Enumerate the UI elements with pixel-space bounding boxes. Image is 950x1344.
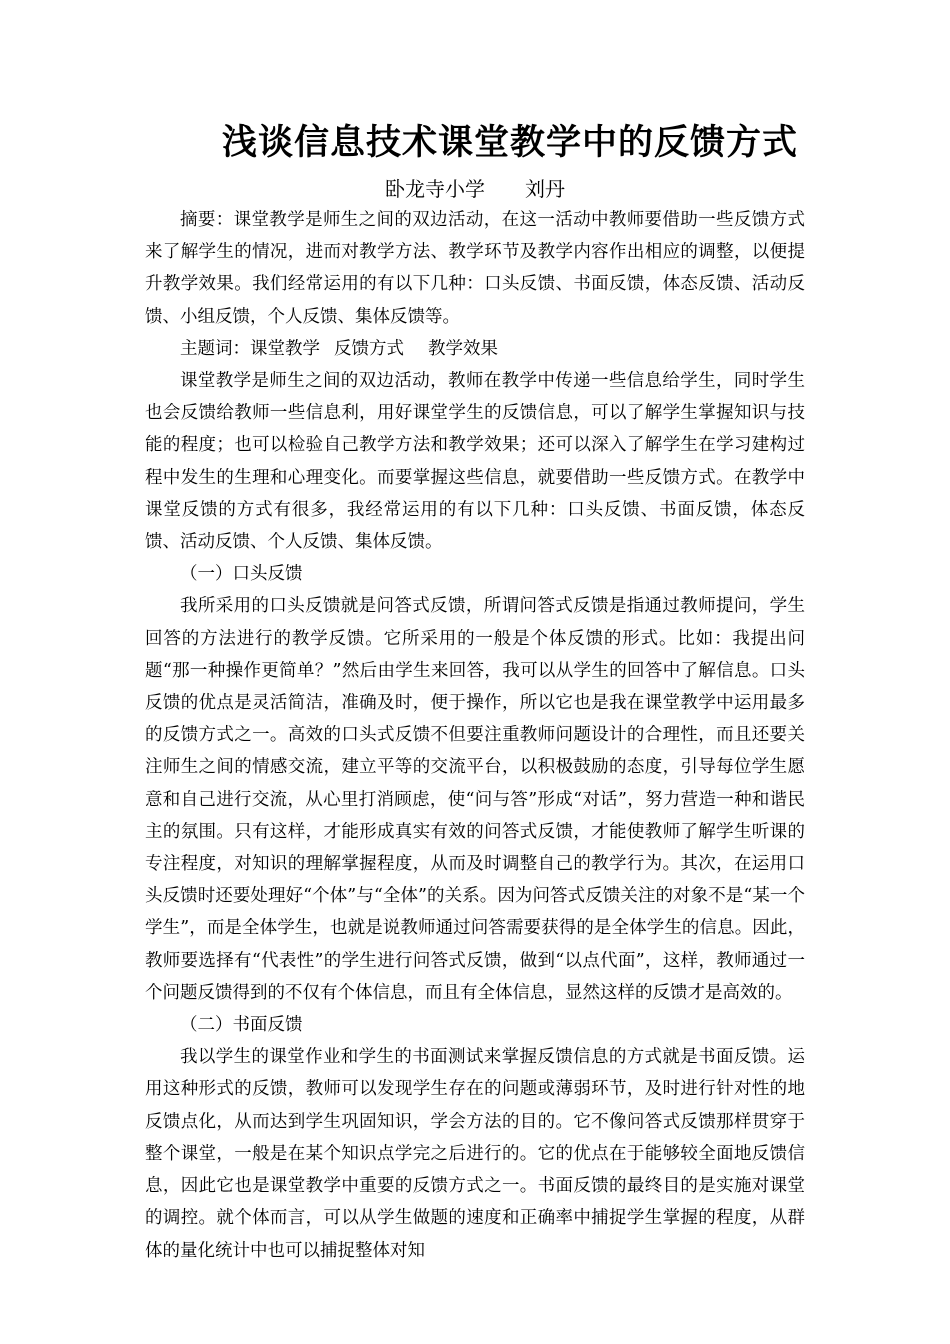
keywords-line bbox=[145, 333, 805, 365]
keyword-item: 课堂教学 bbox=[250, 338, 320, 359]
section-heading: （一）口头反馈 bbox=[180, 564, 303, 585]
keyword-item: 反馈方式 bbox=[334, 338, 404, 359]
document-body bbox=[145, 204, 805, 1267]
section-heading: （二）书面反馈 bbox=[180, 1015, 303, 1036]
keywords-label: 主题词： bbox=[180, 338, 250, 359]
keyword-item: 教学效果 bbox=[428, 338, 498, 359]
section-paragraph: 我以学生的课堂作业和学生的书面测试来掌握反馈信息的方式就是书面反馈。运用这种形式的反馈，教师可以发现学生存在的问题或薄弱环节，及时进行针对性的地反馈点化，从而达到学生巩固知识，学会方法的目的。它不像问答式反馈那样贯穿于整个课堂，一般是在某个知识点学完之后进行的。它的优点在于能够较全面地反馈信息，因此它也是课堂教学中重要的反馈方式之一。书面反馈的最终目的是实施对课堂的调控。就个体而言，可以从学生做题的速度和正确率中捕捉学生掌握的程度，从群体的量化统计中也可以捕捉整体对知 bbox=[145, 1047, 805, 1261]
abstract-paragraph: 摘要：课堂教学是师生之间的双边活动，在这一活动中教师要借助一些反馈方式来了解学生的情况，进而对教学方法、教学环节及教学内容作出相应的调整，以便提升教学效果。我们经常运用的有以下几种：口头反馈、书面反馈，体态反馈、活动反馈、小组反馈，个人反馈、集体反馈等。 bbox=[145, 210, 805, 327]
author-line bbox=[0, 174, 950, 204]
intro-paragraph: 课堂教学是师生之间的双边活动，教师在教学中传递一些信息给学生，同时学生也会反馈给教师一些信息利，用好课堂学生的反馈信息，可以了解学生掌握知识与技能的程度；也可以检验自己教学方法和教学效果；还可以深入了解学生在学习建构过程中发生的生理和心理变化。而要掌握这些信息，就要借助一些反馈方式。在教学中课堂反馈的方式有很多，我经常运用的有以下几种：口头反馈、书面反馈，体态反馈、活动反馈、个人反馈、集体反馈。 bbox=[145, 371, 805, 553]
section-paragraph: 我所采用的口头反馈就是问答式反馈，所谓问答式反馈是指通过教师提问，学生回答的方法进行的教学反馈。它所采用的一般是个体反馈的形式。比如：我提出问题“那一种操作更简单？”然后由学生来回答，我可以从学生的回答中了解信息。口头反馈的优点是灵活简洁，准确及时，便于操作，所以它也是我在课堂教学中运用最多的反馈方式之一。高效的口头式反馈不但要注重教师问题设计的合理性，而且还要关注师生之间的情感交流，建立平等的交流平台，以积极鼓励的态度，引导每位学生愿意和自己进行交流，从心里打消顾虑，使“问与答”形成“对话”，努力营造一种和谐民主的氛围。只有这样，才能形成真实有效的问答式反馈，才能使教师了解学生听课的专注程度，对知识的理解掌握程度，从而及时调整自己的教学行为。其次，在运用口头反馈时还要处理好“个体”与“全体”的关系。因为问答式反馈关注的对象不是“某一个学生”，而是全体学生，也就是说教师通过问答需要获得的是全体学生的信息。因此，教师要选择有“代表性”的学生进行问答式反馈，做到“以点代面”，这样，教师通过一个问题反馈得到的不仅有个体信息，而且有全体信息，显然这样的反馈才是高效的。 bbox=[145, 596, 805, 1003]
author-name: 刘丹 bbox=[525, 177, 565, 201]
author-school: 卧龙寺小学 bbox=[385, 177, 485, 201]
document-title: 浅谈信息技术课堂教学中的反馈方式 bbox=[221, 123, 798, 163]
